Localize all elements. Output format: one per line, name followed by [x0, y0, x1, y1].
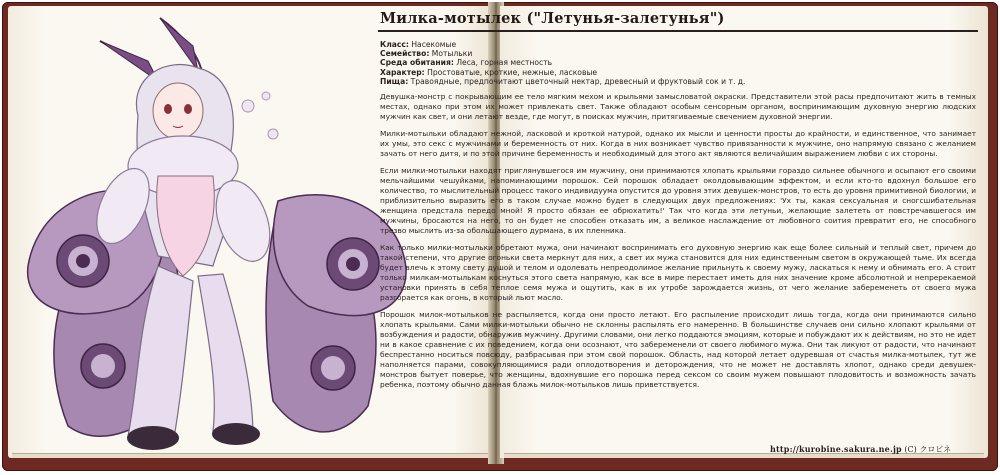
face [153, 83, 203, 139]
paragraph-description: Девушка-монстр с покрывающим ее тело мягким мехом и крыльями замысловатой окраски. Представители этой расы предпочитают жить в темных местах, однако при этом их может привлекать свет. Также обладают особым сенсорным органом, воспринимающим духовную энергию людских мужчин как свет, и они летают везде, где могут, в поисках мужчин, притягиваемые свечением духовной энергии. [380, 92, 976, 122]
fact-habitat: Среда обитания: Леса, горная местность [380, 58, 553, 68]
entry-title: Милка-мотылек ("Летунья-залетунья") [380, 10, 725, 27]
fact-list [380, 40, 976, 86]
footer-logo: クロビネ [919, 445, 952, 454]
paragraph-spreading: Порошок милок-мотыльков не распыляется, когда они просто летают. Его распыление происходит лишь тогда, когда они принимаются сильно хлопать крыльями. Сами милки-мотыльки обычно не склонны распылять его намеренно. В большинстве случаев они сильно хлопают крыльями от возбуждения и радости, обнаружив мужчину. Другими словами, они легко поддаются эмоциям, которые и побуждают их к действиям, но это не идет ни в какое сравнение с их поведением, когда они осознают, что забеременели от своего любимого мужа. Они так ликуют от радости, что начинают беспрестанно носиться повсюду, разбрасывая при этом свой порошок. Область, над которой летает одуревшая от счастья милка-мотылек, тут же наполняется парами, совокупляющимися ради оплодотворения и деторождения, что не может не доставлять хлопот, однако среди девушек-монстров бытует поверье, что женщины, вдохнувшие его порошка перед сексом со своим мужем повышают плодовитость и возможность зачать ребенка, поэтому обычно данная блажь милок-мотыльков лишь приветствуется. [380, 310, 976, 390]
footer-copyright: (C) [904, 445, 917, 454]
fact-class: Класс: Насекомые [380, 40, 457, 49]
footer-url[interactable]: http://kurobine.sakura.ne.jp [770, 444, 902, 454]
paragraph-powder: Если милки-мотыльки находят приглянувшегося им мужчину, они принимаются хлопать крыльями гораздо сильнее обычного и осыпают его своими мельчайшими чешуйками, напоминающими порошок. Сей порошок обладает околдовывающим эффектом, и если кто-то вдохнул большое его количество, то мыслительный процесс такого индивидуума опустится до уровня этих девушек-монстров, то есть до уровня примитивной биологии, и приблизительно выразить его в таком случае можно будет в следующих двух предложениях: 'Ух ты, какая сексуальная и сногсшибательная женщина предстала передо мной! Я просто обязан ее обрюхатить!' Так что когда эти летуньи, желающие залететь от повстречавшегося им мужчины, бросаются на него, то он будет не способен отказать им, а великое наслаждение от любовного соития превратит его, не способного трезво мыслить из-за обольщающего дурмана, в их пленника. [380, 166, 976, 236]
left-page-edge [12, 453, 488, 458]
fact-temperament: Характер: Простоватые, кроткие, нежные, ласковые [380, 67, 598, 77]
paragraph-husband: Как только милки-мотыльки обретают мужа, они начинают воспринимать его духовную энергию как еще более сильный и теплый свет, причем до такой степени, что другие огоньки света меркнут для них, а свет их мужа становится для них единственным светом в окружающей тьме. Их всегда будет влечь к этому свету душой и телом и одолевать непреодолимое желание прильнуть к своему мужу, ласкаться к нему и обнимать его. А стоит только милкам-мотылькам коснуться этого света напрямую, как все в мире перестает иметь для них значение кроме абсолютной и непререкаемой установки принять в себя теплое семя мужа и ощутить, как в их утробе зарождается жизнь, от чего желание забеременеть от своего мужа разгорается как огонь, в который льют масло. [380, 243, 976, 303]
paragraph-nature: Милки-мотыльки обладают нежной, ласковой и кроткой натурой, однако их мысли и ценности просты до крайности, и единственное, что занимает их умы, это секс с мужчинами и беременность от них. Когда в них возникает чувство привязанности к мужчине, оно напрямую связано с желанием зачать от него дитя, и по этой причине беременность и необходимый для этого акт являются величайшим выражением любви с их стороны. [380, 129, 976, 159]
footer-credit [770, 444, 992, 455]
title-divider [378, 30, 978, 32]
entry-content [378, 10, 976, 397]
fact-family: Семейство: Мотыльки [380, 49, 473, 59]
fact-food: Пища: Травоядные, предпочитают цветочный нектар, древесный и фруктовый сок и т. д. [380, 76, 746, 86]
